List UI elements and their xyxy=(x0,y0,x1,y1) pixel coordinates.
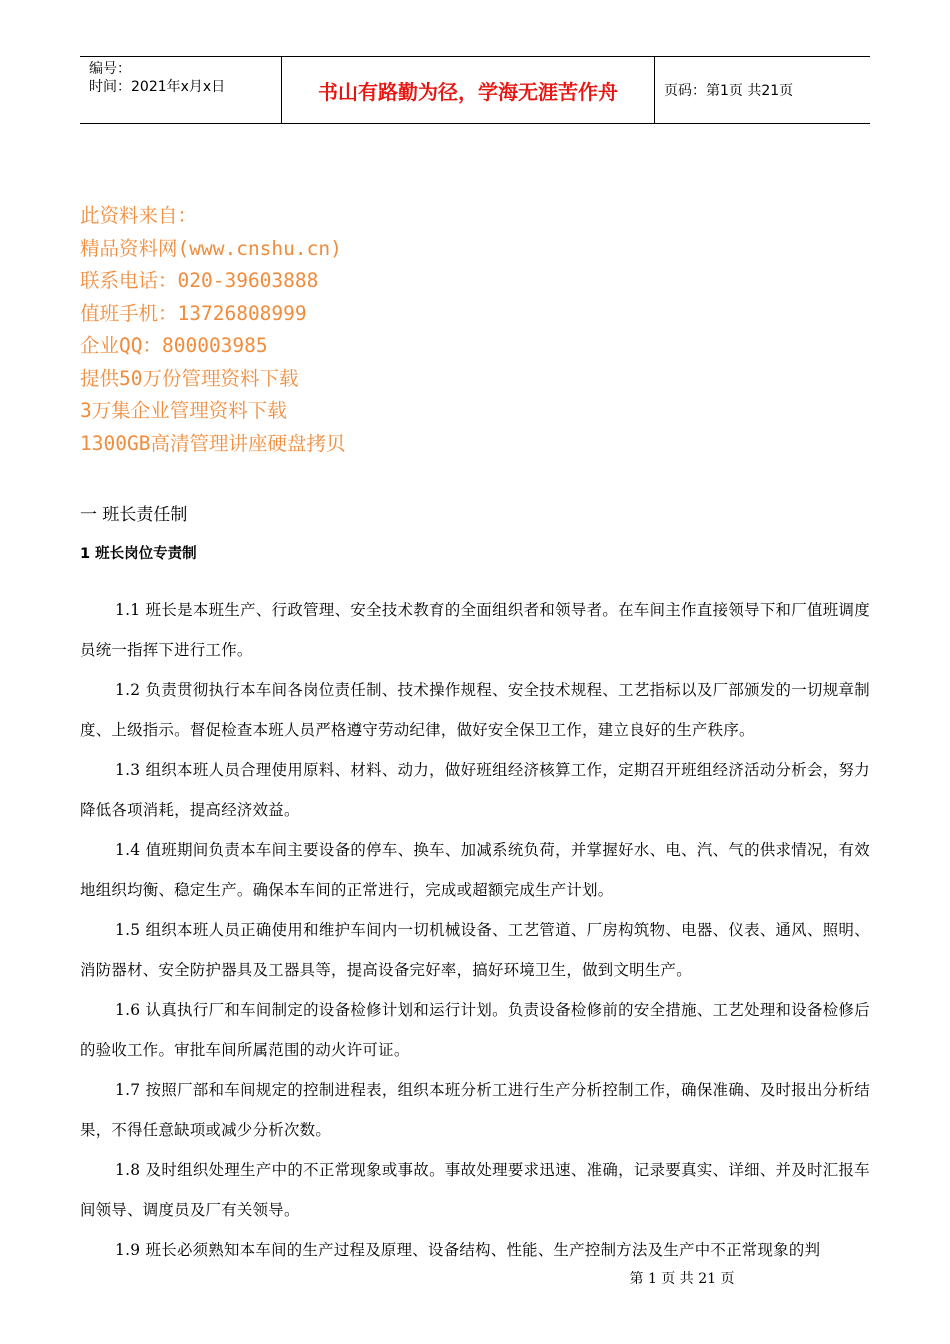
document-number: 编号： xyxy=(89,61,131,77)
promo-line: 精品资料网(www.cnshu.cn) xyxy=(80,236,342,260)
page-header xyxy=(80,56,870,124)
paragraph: 1.9 班长必须熟知本车间的生产过程及原理、设备结构、性能、生产控制方法及生产中不正常现象的判 xyxy=(115,1241,821,1259)
paragraph: 1.7 按照厂部和车间规定的控制进程表，组织本班分析工进行生产分析控制工作，确保准确、及时报出分析结果，不得任意缺项或减少分析次数。 xyxy=(80,1081,870,1139)
promo-line: 联系电话：020-39603888 xyxy=(80,269,319,292)
header-meta xyxy=(80,57,281,123)
header-motto: 书山有路勤为径，学海无涯苦作舟 xyxy=(281,57,655,123)
subsection-title: 1 班长岗位专责制 xyxy=(80,546,197,562)
promo-block xyxy=(80,200,345,460)
paragraph: 1.1 班长是本班生产、行政管理、安全技术教育的全面组织者和领导者。在车间主作直接领导下和厂值班调度员统一指挥下进行工作。 xyxy=(80,601,870,659)
document-time: 时间：2021年x月x日 xyxy=(89,79,226,95)
paragraph: 1.2 负责贯彻执行本车间各岗位责任制、技术操作规程、安全技术规程、工艺指标以及厂部颁发的一切规章制度、上级指示。督促检查本班人员严格遵守劳动纪律，做好安全保卫工作，建立良好的生产秩序。 xyxy=(80,681,870,739)
promo-line: 提供50万份管理资料下载 xyxy=(80,366,299,390)
document-body xyxy=(80,590,870,1270)
promo-line: 此资料来自： xyxy=(80,204,198,227)
paragraph: 1.6 认真执行厂和车间制定的设备检修计划和运行计划。负责设备检修前的安全措施、工艺处理和设备检修后的验收工作。审批车间所属范围的动火许可证。 xyxy=(80,1001,870,1059)
promo-line: 企业QQ：800003985 xyxy=(80,334,268,357)
promo-line: 值班手机：13726808999 xyxy=(80,301,307,325)
paragraph: 1.3 组织本班人员合理使用原料、材料、动力，做好班组经济核算工作，定期召开班组经济活动分析会，努力降低各项消耗，提高经济效益。 xyxy=(80,761,870,819)
paragraph: 1.8 及时组织处理生产中的不正常现象或事故。事故处理要求迅速、准确，记录要真实、详细、并及时汇报车间领导、调度员及厂有关领导。 xyxy=(80,1161,870,1219)
paragraph: 1.4 值班期间负责本车间主要设备的停车、换车、加减系统负荷，并掌握好水、电、汽、气的供求情况，有效地组织均衡、稳定生产。确保本车间的正常进行，完成或超额完成生产计划。 xyxy=(80,841,870,899)
paragraph: 1.5 组织本班人员正确使用和维护车间内一切机械设备、工艺管道、厂房构筑物、电器、仪表、通风、照明、消防器材、安全防护器具及工器具等，提高设备完好率，搞好环境卫生，做到文明生产。 xyxy=(80,921,870,979)
footer-page-number: 第 1 页 共 21 页 xyxy=(629,1271,735,1287)
section-title: 一 班长责任制 xyxy=(80,505,188,525)
promo-line: 3万集企业管理资料下载 xyxy=(80,399,287,422)
page-footer xyxy=(0,1268,950,1288)
promo-line: 1300GB高清管理讲座硬盘拷贝 xyxy=(80,431,346,455)
header-page-code: 页码：第1页 共21页 xyxy=(664,83,794,99)
